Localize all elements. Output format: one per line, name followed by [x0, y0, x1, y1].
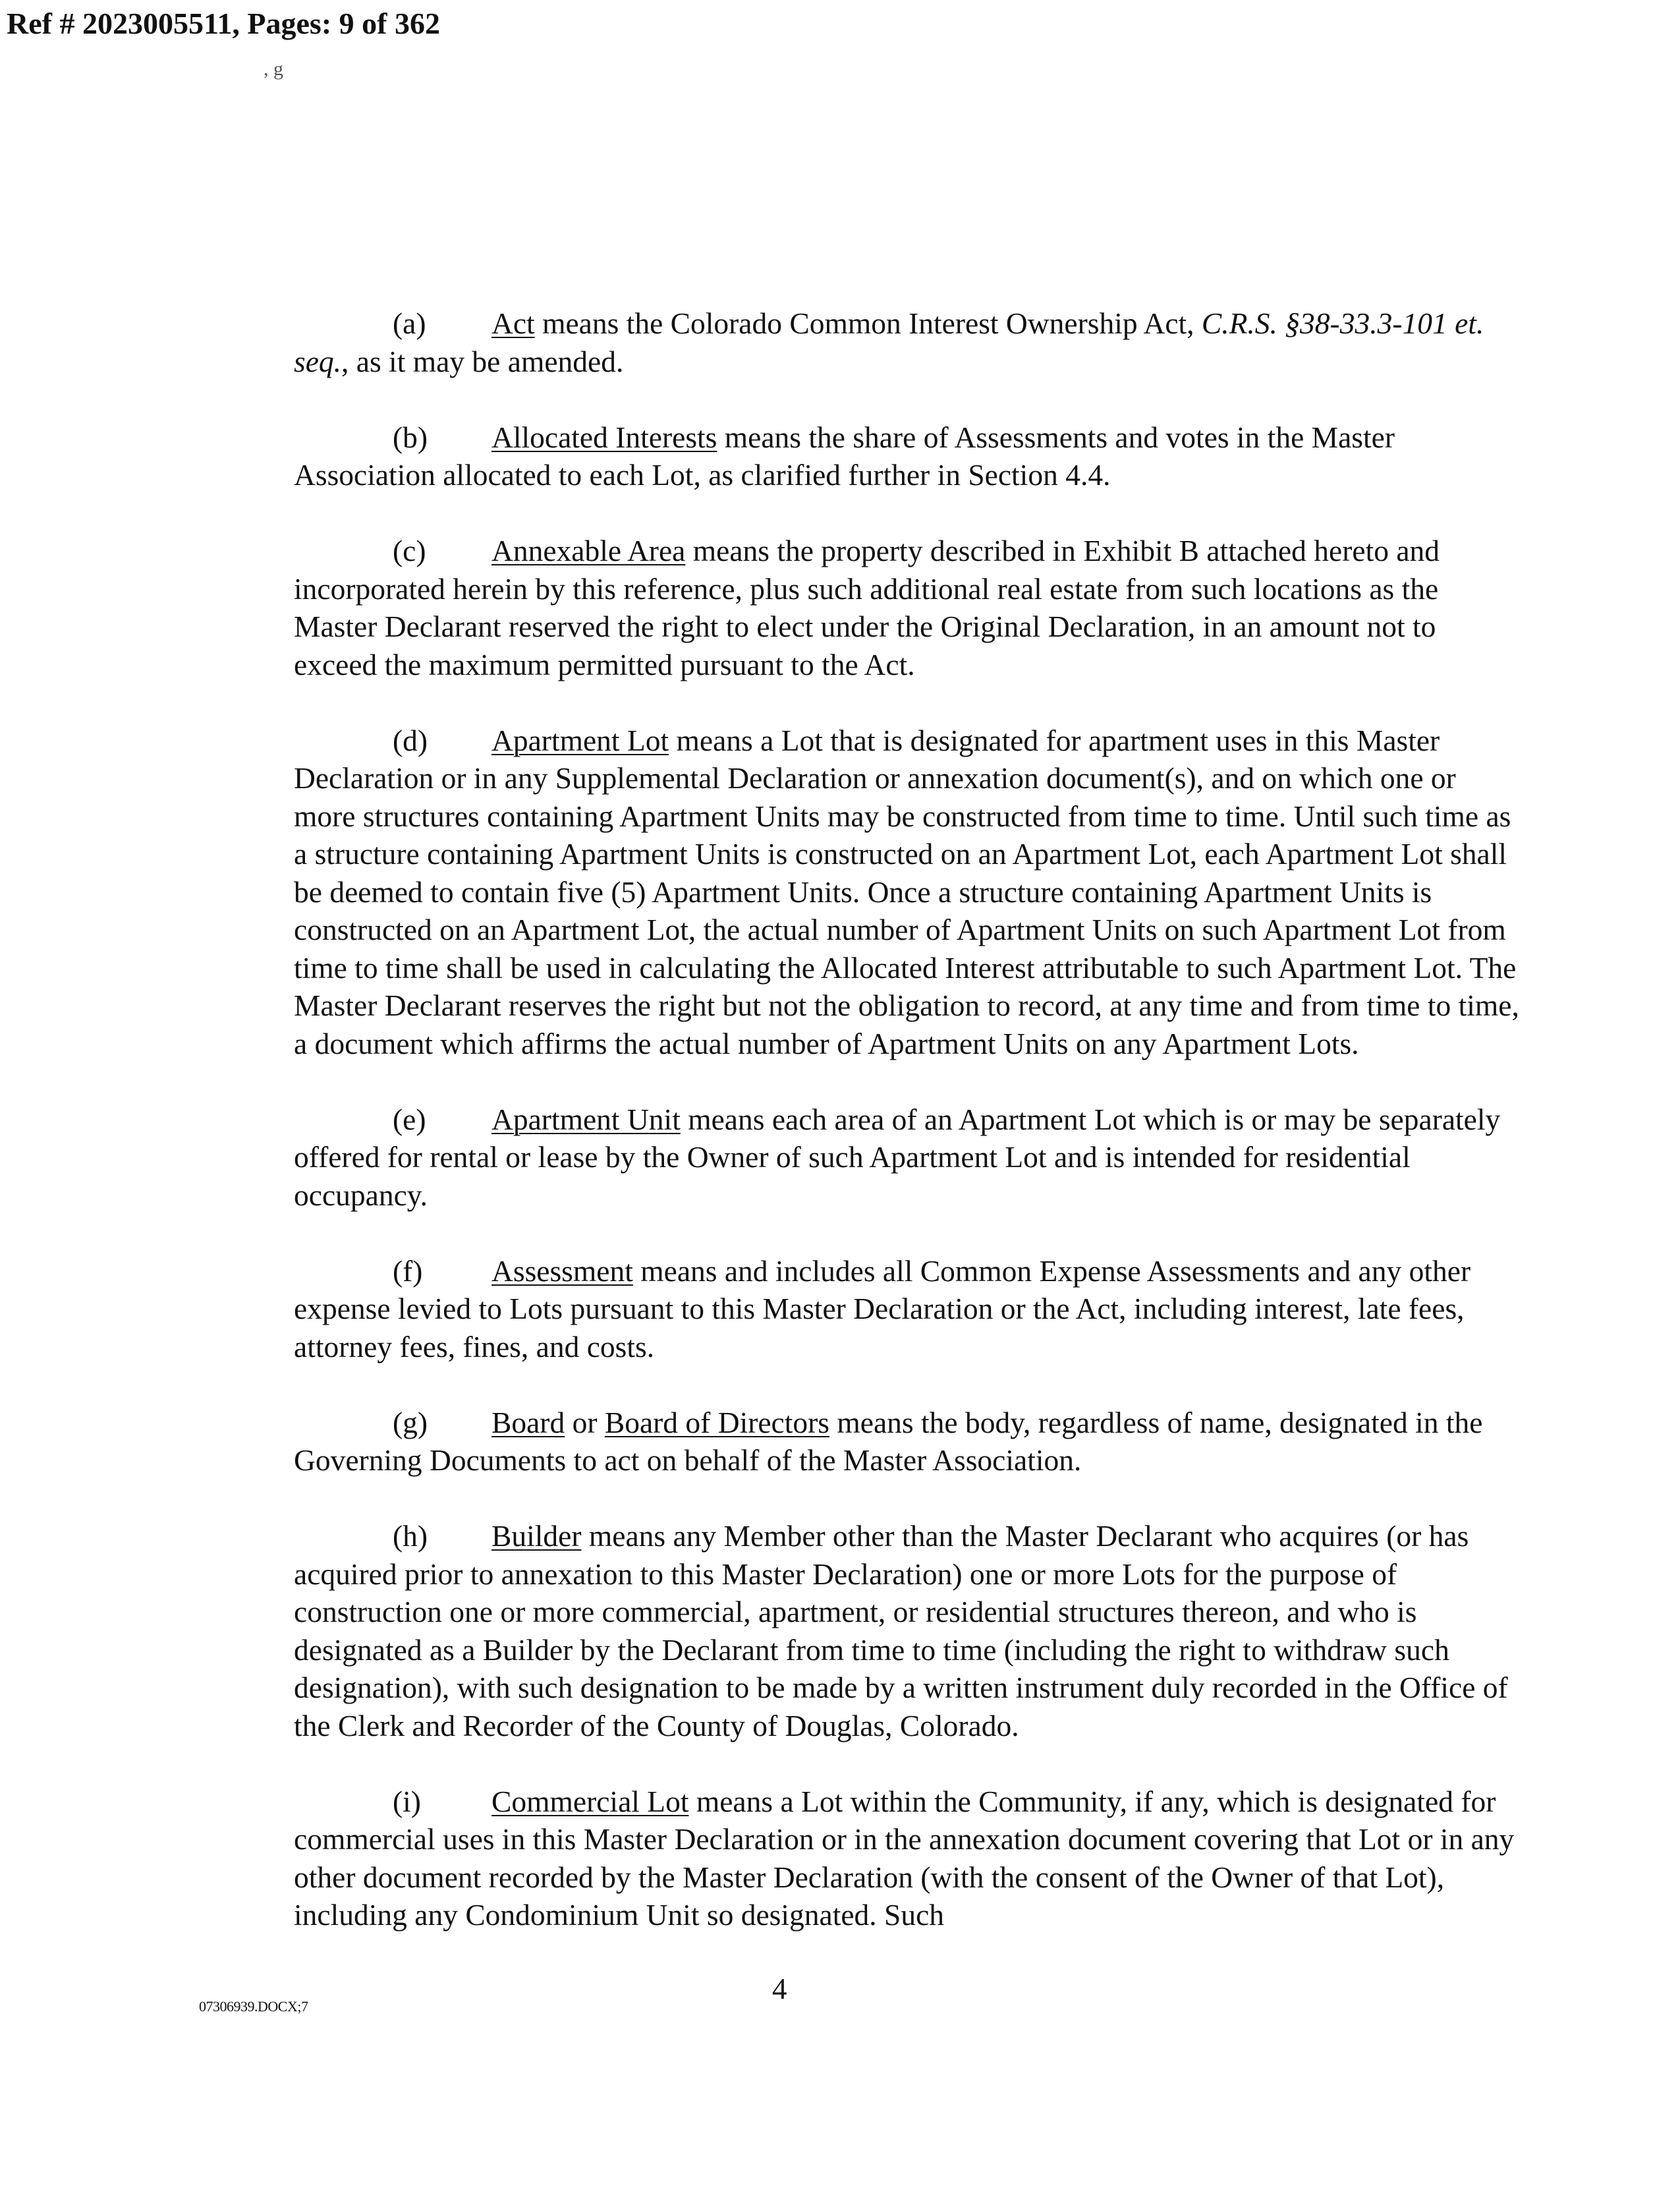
definition-h — [294, 1517, 1519, 1744]
definition-g — [294, 1404, 1519, 1479]
stray-mark: , g — [264, 58, 283, 80]
reference-header: Ref # 2023005511, Pages: 9 of 362 — [7, 7, 440, 40]
definition-a — [294, 304, 1519, 380]
definition-label: (e) — [393, 1102, 426, 1136]
page-number: 4 — [772, 1972, 787, 2005]
definition-text: means the body, regardless of name, designated in the Governing Documents to act on behalf of the Master Association. — [294, 1405, 1483, 1477]
defined-term: Act — [491, 306, 535, 340]
definition-text: means the property described in Exhibit B attached hereto and incorporated herein by this reference, plus such additional real estate from such locations as the Master Declarant reserved the right to elect under the Original Declaration, in an amount not to exceed the maximum permitted pursuant to the Act. — [294, 534, 1440, 681]
definition-label: (b) — [393, 420, 428, 454]
statute-citation: C.R.S. §38-33.3-101 et. seq. — [294, 306, 1484, 378]
definition-text: means the Colorado Common Interest Ownership Act, — [534, 306, 1202, 340]
definition-label: (h) — [393, 1519, 428, 1553]
definition-label: (d) — [393, 723, 428, 757]
definition-label: (c) — [393, 534, 426, 567]
defined-term: Board — [491, 1405, 565, 1439]
definition-text: means a Lot that is designated for apartment uses in this Master Declaration or in any Supplemental Declaration or annexation document(s), and on which one or more structures containing Apartment Units may be constructed from time to time. Until such time as a structure containing Apartment Units is constructed on an Apartment Lot, each Apartment Lot shall be deemed to contain five (5) Apartment Units. Once a structure containing Apartment Units is constructed on an Apartment Lot, the actual number of Apartment Units on such Apartment Lot from time to time shall be used in calculating the Allocated Interest attributable to such Apartment Lot. The Master Declarant reserves the right but not the obligation to record, at any time and from time to time, a document which affirms the actual number of Apartment Units on any Apartment Lots. — [294, 723, 1519, 1060]
defined-term: Board of Directors — [604, 1405, 829, 1439]
definition-e — [294, 1101, 1519, 1215]
definition-label: (i) — [393, 1784, 421, 1818]
definition-c — [294, 532, 1519, 683]
defined-term: Commercial Lot — [491, 1784, 689, 1818]
definition-text: means a Lot within the Community, if any, which is designated for commercial uses in this Master Declaration or in the annexation document covering that Lot or in any other document recorded by the Master Declaration (with the consent of the Owner of that Lot), including any Condominium Unit so designated. Such — [294, 1784, 1515, 1932]
defined-term: Annexable Area — [491, 534, 686, 567]
definition-label: (f) — [393, 1253, 423, 1288]
definition-f — [294, 1252, 1519, 1366]
defined-term: Assessment — [491, 1253, 633, 1288]
document-id: 07306939.DOCX;7 — [199, 1998, 308, 2015]
definition-b — [294, 418, 1519, 494]
defined-term: Allocated Interests — [491, 420, 717, 454]
definition-d — [294, 722, 1519, 1063]
definition-text: means the share of Assessments and votes in the Master Association allocated to each Lot, as clarified further in Section 4.4. — [294, 420, 1395, 492]
definitions-list — [294, 304, 1519, 1972]
definition-text: means and includes all Common Expense Assessments and any other expense levied to Lots pursuant to this Master Declaration or the Act, including interest, late fees, attorney fees, fines, and costs. — [294, 1253, 1471, 1364]
definition-i — [294, 1783, 1519, 1934]
definition-text: means each area of an Apartment Lot which is or may be separately offered for rental or lease by the Owner of such Apartment Lot and is intended for residential occupancy. — [294, 1102, 1501, 1212]
definition-text: means any Member other than the Master Declarant who acquires (or has acquired prior to annexation to this Master Declaration) one or more Lots for the purpose of construction one or more commercial, apartment, or residential structures thereon, and who is designated as a Builder by the Declarant from time to time (including the right to withdraw such designation), with such designation to be made by a written instrument duly recorded in the Office of the Clerk and Recorder of the County of Douglas, Colorado. — [294, 1519, 1508, 1742]
definition-text: , as it may be amended. — [341, 344, 624, 378]
definition-text: or — [565, 1405, 605, 1439]
defined-term: Builder — [491, 1519, 582, 1553]
defined-term: Apartment Unit — [491, 1102, 681, 1136]
definition-label: (g) — [393, 1405, 428, 1439]
defined-term: Apartment Lot — [491, 723, 669, 757]
definition-label: (a) — [393, 306, 426, 340]
